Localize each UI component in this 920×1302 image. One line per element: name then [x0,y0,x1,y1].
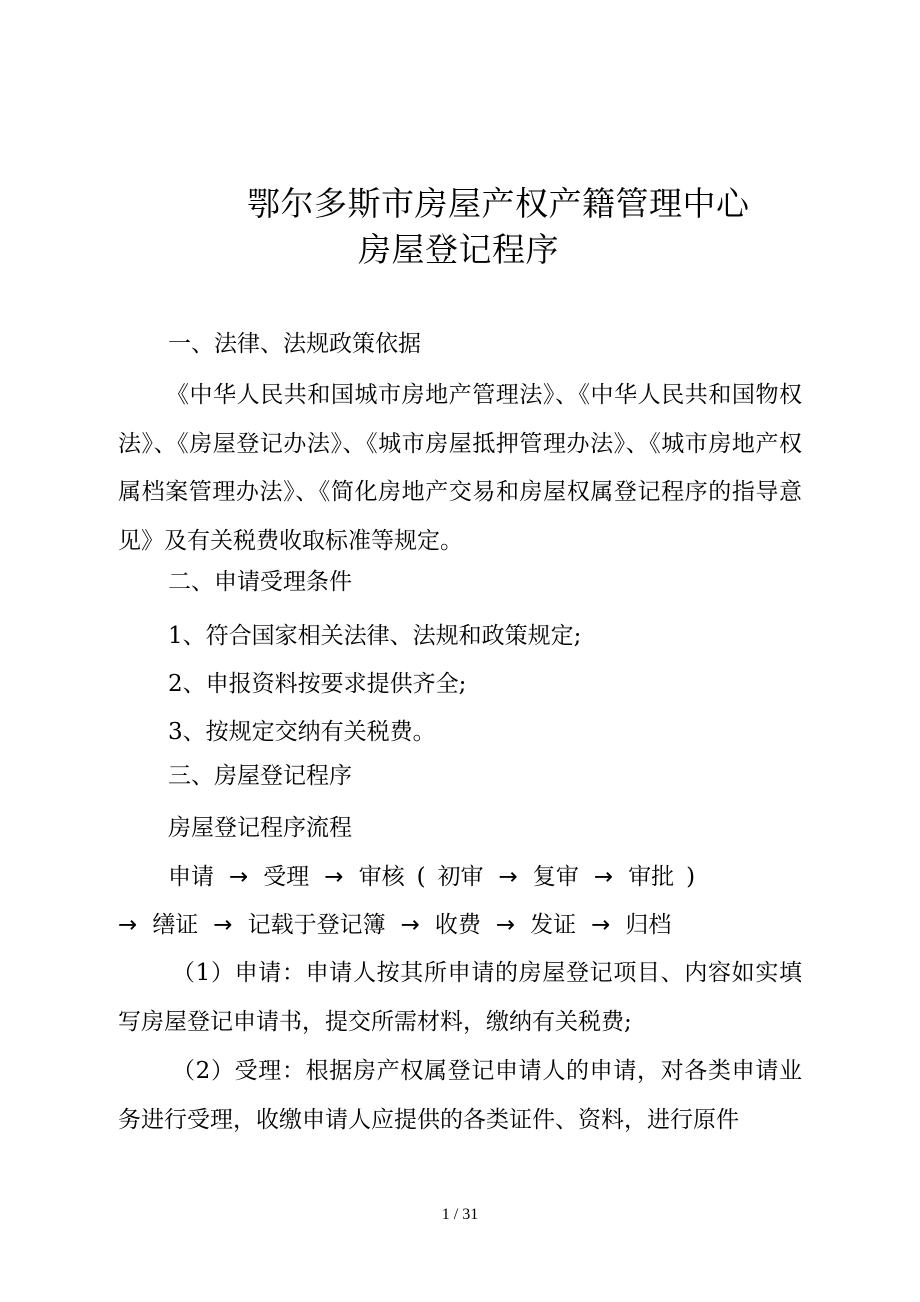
flow-step: 申请 [168,864,214,890]
flow-step: 缮证 [152,912,199,938]
condition-item: 3、按规定交纳有关税费。 [168,719,436,745]
flow-step: 初审 [437,864,484,890]
condition-item: 2、申报资料按要求提供齐全; [168,671,467,697]
flow-step: 发证 [530,912,577,938]
flow-step: 收费 [434,912,481,938]
flow-arrow: → [591,912,611,938]
procedure-step-application: （1）申请：申请人按其所申请的房屋登记项目、内容如实填写房屋登记申请书，提交所需材料，缴纳有关税费; [118,960,802,1035]
flow-step: 记载于登记簿 [247,912,386,938]
flow-step: 受理 [263,864,310,890]
section-heading-procedure: 三、房屋登记程序 [168,763,352,789]
page-number: 1 / 31 [441,1206,479,1223]
flow-arrow: → [118,912,138,938]
flow-arrow: → [498,864,518,890]
flow-arrow: → [593,864,614,890]
flow-open-paren: ( [416,864,426,890]
flow-step: 审批 [628,864,675,890]
flow-step: 归档 [625,912,672,938]
condition-item: 1、符合国家相关法律、法规和政策规定; [168,623,582,649]
flow-close-paren: ) [686,864,696,890]
section-heading-legal-basis: 一、法律、法规政策依据 [168,331,421,357]
flow-step: 复审 [532,864,579,890]
flow-arrow: → [495,912,516,938]
flow-arrow: → [400,912,420,938]
flow-line-1 [168,862,707,892]
flow-arrow: → [213,912,233,938]
flow-arrow: → [324,864,344,890]
flow-title: 房屋登记程序流程 [168,815,352,841]
flow-arrow: → [229,864,249,890]
section-heading-conditions: 二、申请受理条件 [168,569,352,595]
procedure-step-acceptance: （2）受理：根据房产权属登记申请人的申请，对各类申请业务进行受理，收缴申请人应提供的各类证件、资料，进行原件 [118,1058,802,1133]
flow-line-2 [118,910,671,940]
document-title-organization: 鄂尔多斯市房屋产权产籍管理中心 [247,184,750,223]
flow-step: 审核 [358,864,405,890]
document-title-procedure: 房屋登记程序 [358,230,559,269]
legal-basis-paragraph: 《中华人民共和国城市房地产管理法》、《中华人民共和国物权法》、《房屋登记办法》、《城市房屋抵押管理办法》、《城市房地产权属档案管理办法》、《简化房地产交易和房屋权属登记程序的指导意见》及有关税费收取标准等规定。 [118,382,802,554]
